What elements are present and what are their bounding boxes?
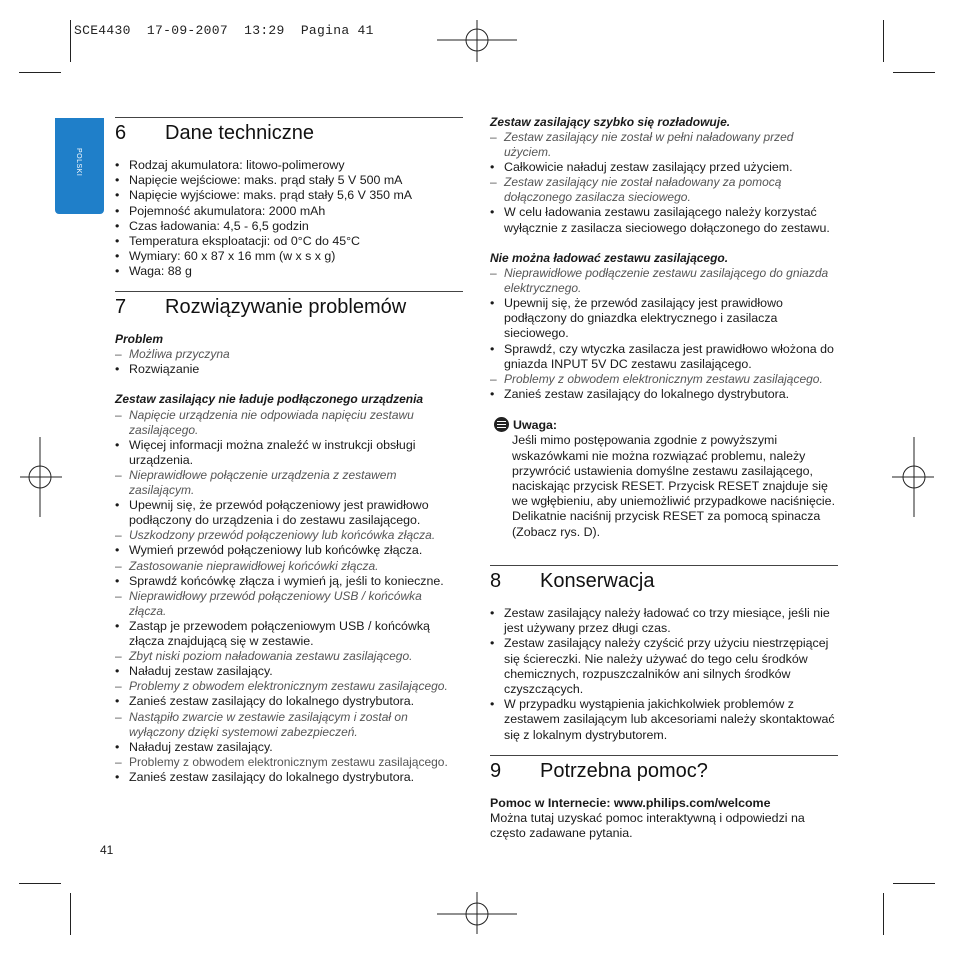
section-6-heading: 6 Dane techniczne xyxy=(115,122,314,144)
spec-item: • Wymiary: 60 x 87 x 16 mm (w x s x g) xyxy=(115,249,465,264)
spec-item: • Pojemność akumulatora: 2000 mAh xyxy=(115,204,465,219)
solution: • Wymień przewód połączeniowy lub końcówkę złącza. xyxy=(115,543,460,558)
legend-cause: – Możliwa przyczyna xyxy=(115,347,460,362)
section-rule xyxy=(115,117,463,118)
problem-title: Nie można ładować zestawu zasilającego. xyxy=(490,250,729,265)
solution: • W celu ładowania zestawu zasilającego należy korzystać wyłącznie z zasilacza sieciowego dołączonego do zestawu. xyxy=(490,205,840,235)
legend-problem: Problem xyxy=(115,332,164,346)
solution: • Zanieś zestaw zasilający do lokalnego dystrybutora. xyxy=(490,387,840,402)
solution: • Zastąp je przewodem połączeniowym USB / końcówką złącza znajdującą się w zestawie. xyxy=(115,619,460,649)
spec-item: • Waga: 88 g xyxy=(115,264,465,279)
troubleshooting-left xyxy=(115,332,460,785)
cause: – Napięcie urządzenia nie odpowiada napięciu zestawu zasilającego. xyxy=(115,408,460,438)
solution: • Sprawdź końcówkę złącza i wymień ją, jeśli to konieczne. xyxy=(115,574,460,589)
legend-solution: • Rozwiązanie xyxy=(115,362,460,377)
problem-title: Zestaw zasilający szybko się rozładowuje. xyxy=(490,115,731,129)
problem-title: Zestaw zasilający nie ładuje podłączonego urządzenia xyxy=(115,392,424,407)
solution: • Upewnij się, że przewód połączeniowy jest prawidłowo podłączony do urządzenia i do zestawu zasilającego. xyxy=(115,498,460,528)
note-block xyxy=(494,417,840,540)
spec-item: • Rodzaj akumulatora: litowo-polimerowy xyxy=(115,158,465,173)
section-8-heading: 8 Konserwacja xyxy=(490,570,655,592)
section-rule xyxy=(115,291,463,292)
cause: – Nieprawidłowe podłączenie zestawu zasilającego do gniazda elektrycznego. xyxy=(490,266,840,296)
note-title: Uwaga: xyxy=(513,418,558,433)
maintenance-list xyxy=(490,606,840,743)
spec-list xyxy=(115,158,465,280)
section-rule xyxy=(490,565,838,566)
language-tab-label: POLSKI xyxy=(75,148,82,177)
cause: – Problemy z obwodem elektronicznym zestawu zasilającego. xyxy=(490,372,840,387)
spec-item: • Czas ładowania: 4,5 - 6,5 godzin xyxy=(115,219,465,234)
maintenance-item: • W przypadku wystąpienia jakichkolwiek problemów z zestawem zasilającym lub akcesoriami należy skontaktować się z lokalnym dystrybutorem. xyxy=(490,697,840,743)
solution: • Zanieś zestaw zasilający do lokalnego dystrybutora. xyxy=(115,694,460,709)
cause: – Zbyt niski poziom naładowania zestawu zasilającego. xyxy=(115,649,460,664)
cause: – Zestaw zasilający nie został naładowany za pomocą dołączonego zasilacza sieciowego. xyxy=(490,175,840,205)
solution: • Upewnij się, że przewód zasilający jest prawidłowo podłączony do gniazdka elektrycznego i zasilacza sieciowego. xyxy=(490,296,840,342)
troubleshooting-right xyxy=(490,115,840,540)
help-text: Można tutaj uzyskać pomoc interaktywną i odpowiedzi na często zadawane pytania. xyxy=(490,811,805,841)
solution: • Całkowicie naładuj zestaw zasilający przed użyciem. xyxy=(490,160,840,175)
cause: – Nieprawidłowy przewód połączeniowy USB / końcówka złącza. xyxy=(115,589,460,619)
cause: – Problemy z obwodem elektronicznym zestawu zasilającego. xyxy=(115,679,460,694)
maintenance-item: • Zestaw zasilający należy ładować co trzy miesiące, jeśli nie jest używany przez długi czas. xyxy=(490,606,840,636)
section-7-heading: 7 Rozwiązywanie problemów xyxy=(115,296,407,318)
cause: – Problemy z obwodem elektronicznym zestawu zasilającego. xyxy=(115,755,460,770)
spec-item: • Temperatura eksploatacji: od 0°C do 45°C xyxy=(115,234,465,249)
note-icon xyxy=(494,417,509,432)
cause: – Zastosowanie nieprawidłowej końcówki złącza. xyxy=(115,559,460,574)
print-header: SCE4430 17-09-2007 13:29 Pagina 41 xyxy=(74,23,374,38)
section-9-heading: 9 Potrzebna pomoc? xyxy=(490,760,708,782)
maintenance-item: • Zestaw zasilający należy czyścić przy użyciu niestrzępiącej się ściereczki. Nie należy używać do tego celu środków chemicznych, rozpuszczalników ani silnych środków czyszczących. xyxy=(490,636,840,697)
solution: • Naładuj zestaw zasilający. xyxy=(115,740,460,755)
section-rule xyxy=(490,755,838,756)
spec-item: • Napięcie wejściowe: maks. prąd stały 5 V 500 mA xyxy=(115,173,465,188)
cause: – Uszkodzony przewód połączeniowy lub końcówka złącza. xyxy=(115,528,460,543)
solution: • Więcej informacji można znaleźć w instrukcji obsługi urządzenia. xyxy=(115,438,460,468)
solution: • Sprawdź, czy wtyczka zasilacza jest prawidłowo włożona do gniazda INPUT 5V DC zestawu zasilającego. xyxy=(490,342,840,372)
cause: – Nastąpiło zwarcie w zestawie zasilającym i został on wyłączony dzięki systemowi zabezpieczeń. xyxy=(115,710,460,740)
solution: • Zanieś zestaw zasilający do lokalnego dystrybutora. xyxy=(115,770,460,785)
help-section xyxy=(490,796,835,842)
page-number: 41 xyxy=(100,843,114,857)
solution: • Naładuj zestaw zasilający. xyxy=(115,664,460,679)
help-lead: Pomoc w Internecie: www.philips.com/welcome xyxy=(490,796,771,810)
language-tab xyxy=(55,118,104,214)
cause: – Nieprawidłowe połączenie urządzenia z zestawem zasilającym. xyxy=(115,468,460,498)
cause: – Zestaw zasilający nie został w pełni naładowany przed użyciem. xyxy=(490,130,840,160)
spec-item: • Napięcie wyjściowe: maks. prąd stały 5,6 V 350 mA xyxy=(115,188,465,203)
note-text: Jeśli mimo postępowania zgodnie z powyższymi wskazówkami nie można rozwiązać problemu, należy przywrócić ustawienia domyślne zestawu zasilającego, naciskając przycisk RESET. Przycisk RESET znajduje się we wgłębieniu, aby uniemożliwić przypadkowe naciśnięcie. Delikatnie naciśnij przycisk RESET za pomocą spinacza (Zobacz rys. D). xyxy=(512,433,836,539)
